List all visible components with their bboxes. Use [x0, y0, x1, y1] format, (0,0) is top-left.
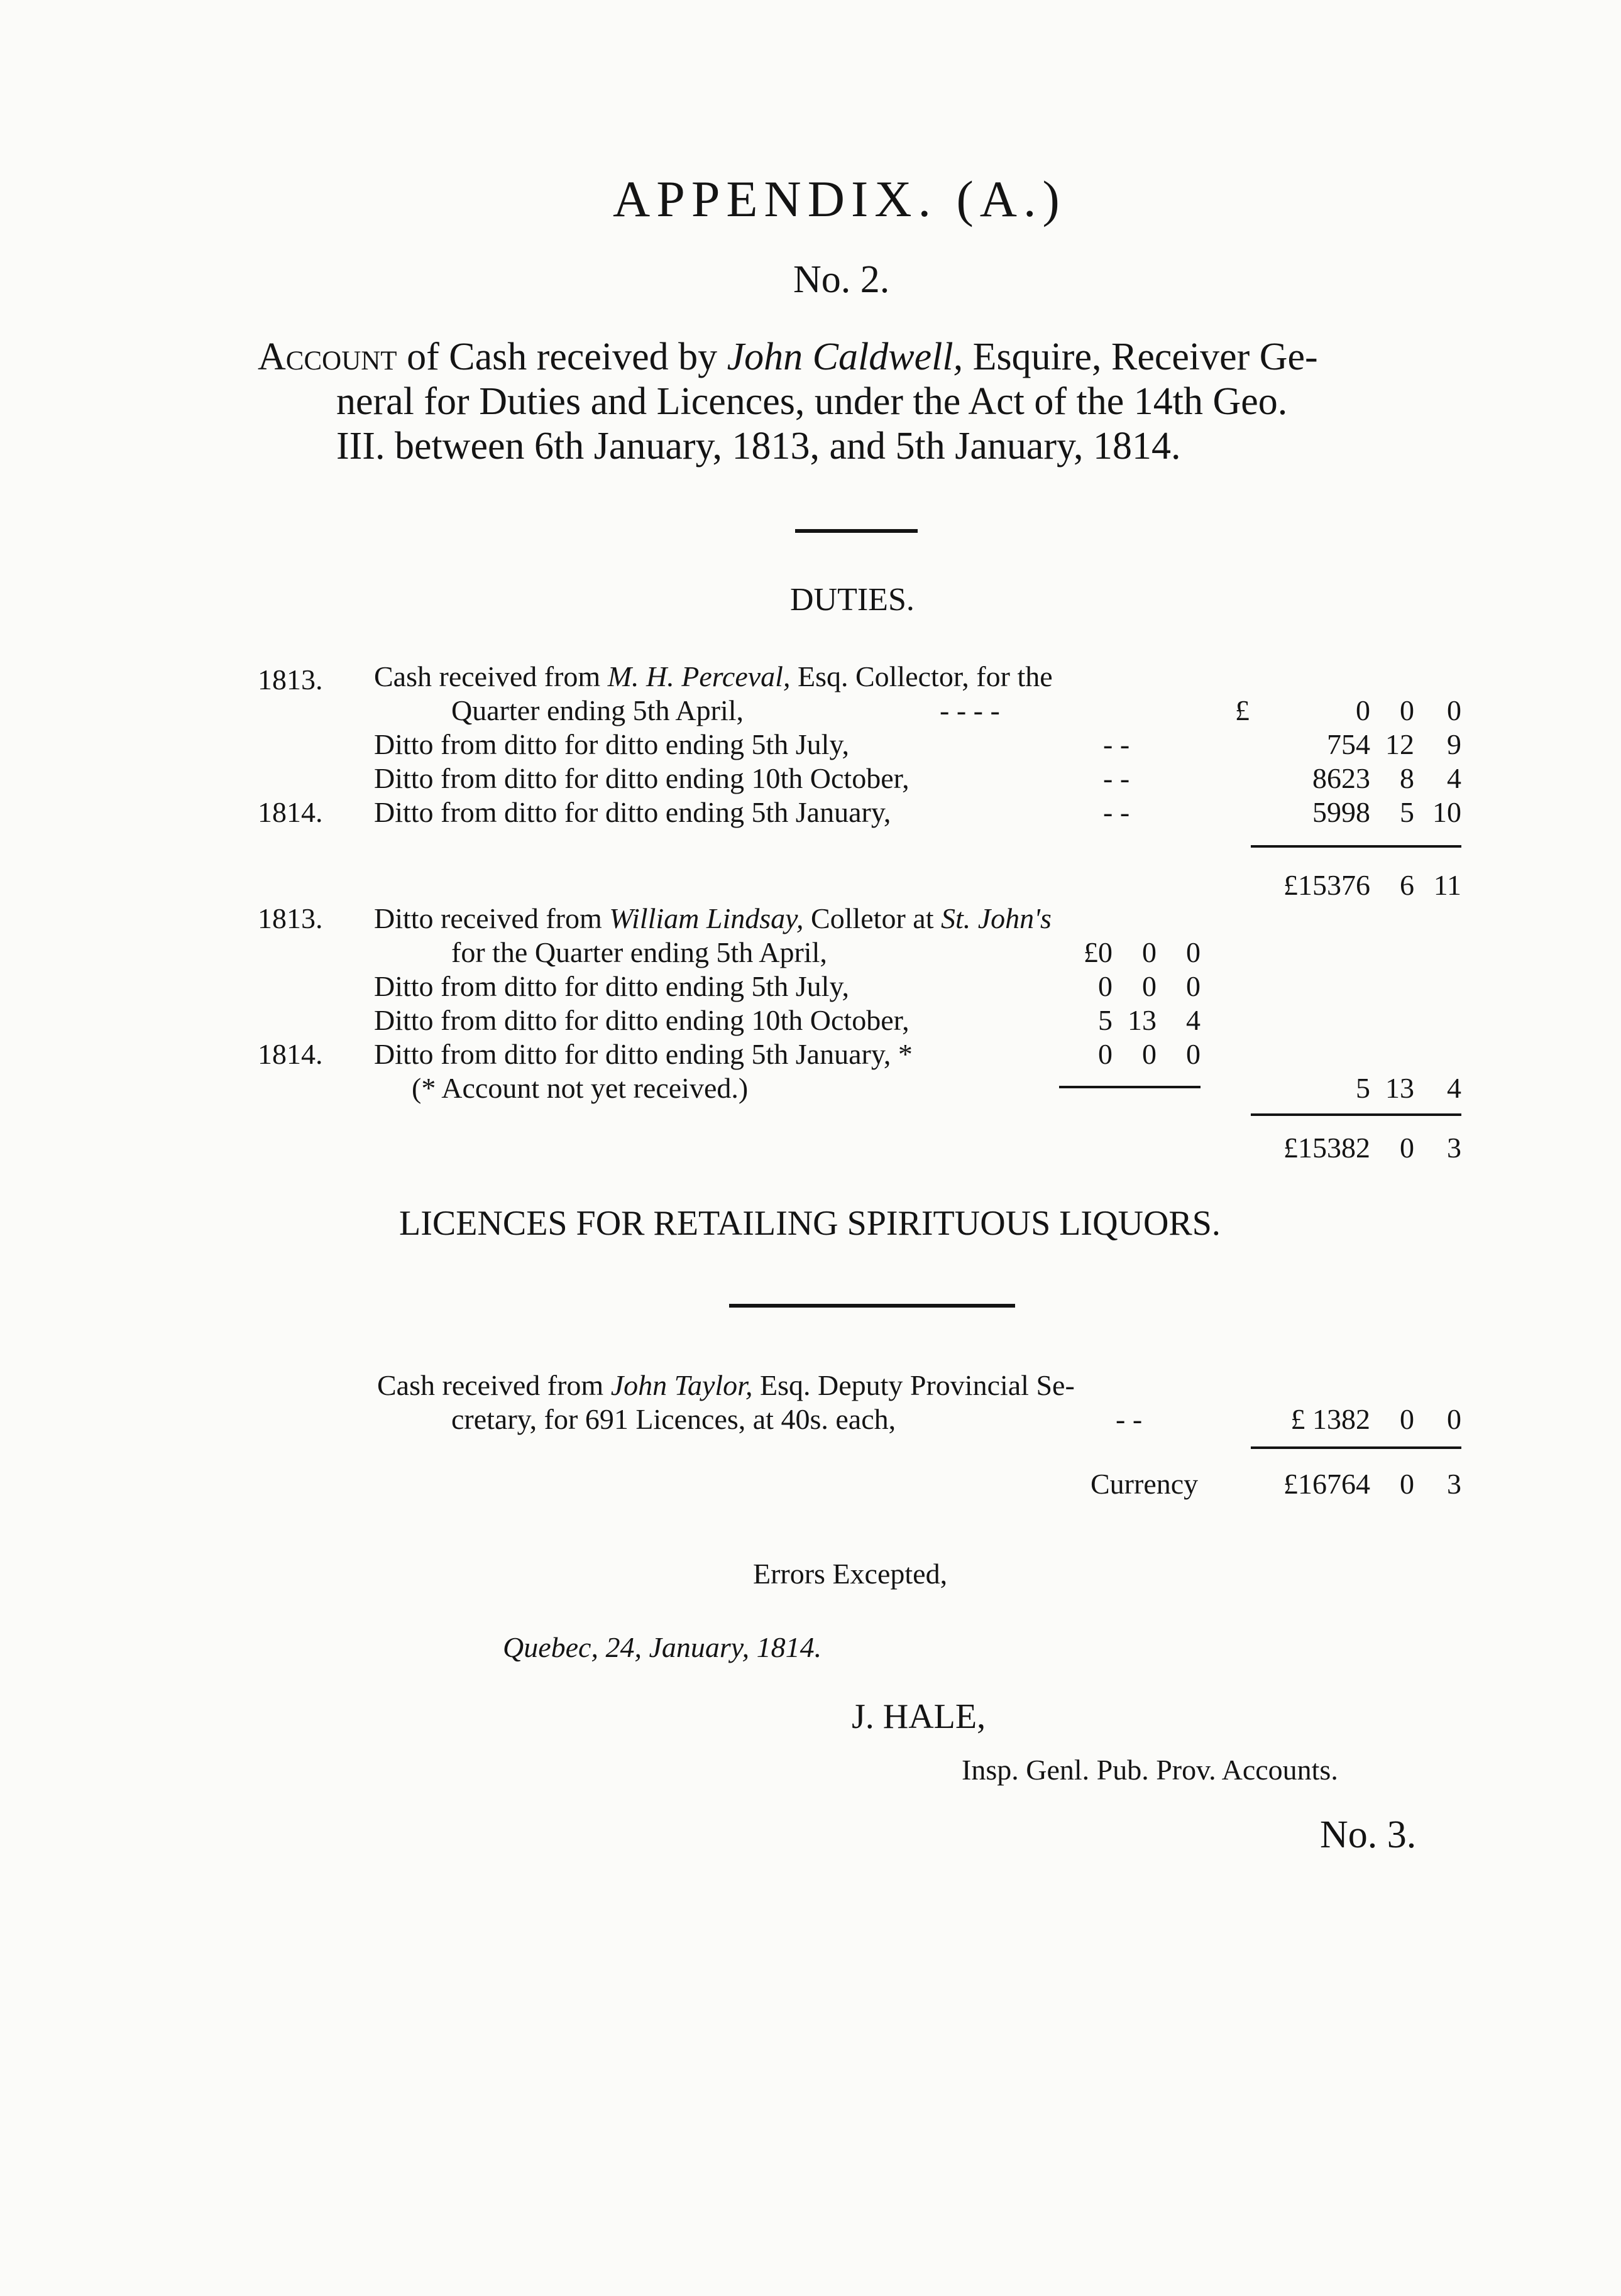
licences-line-1-b: Esq. Deputy Provincial Se- — [752, 1369, 1075, 1401]
amount-pence: 0 — [1447, 694, 1461, 726]
subtotal-pounds: £15376 — [1283, 869, 1370, 901]
amount-pounds: 0 — [1098, 1038, 1113, 1070]
amount-shillings: 0 — [1400, 694, 1414, 726]
lindsay-line-1-b: Colletor at — [803, 902, 941, 934]
amount-shillings: 0 — [1142, 936, 1157, 968]
amount-pounds: 5 — [1098, 1004, 1113, 1036]
account-note: (* Account not yet received.) — [412, 1072, 749, 1104]
intro-line-2: neral for Duties and Licences, under the Act of the 14th Geo. — [336, 380, 1288, 423]
leader-dots: - - — [1103, 728, 1130, 760]
subtotal-shillings: 6 — [1400, 869, 1414, 901]
signatory-title: Insp. Genl. Pub. Prov. Accounts. — [962, 1754, 1338, 1786]
amount-pounds: 0 — [1356, 694, 1370, 726]
intro-line-3: III. between 6th January, 1813, and 5th January, 1814. — [336, 425, 1181, 467]
errors-excepted: Errors Excepted, — [753, 1558, 948, 1590]
leader-dots: - - — [1103, 762, 1130, 794]
leader-dots: - - — [1116, 1403, 1143, 1435]
appendix-title: APPENDIX. (A.) — [613, 170, 1066, 227]
perceval-row-text: Ditto from ditto for ditto ending 10th October, — [374, 762, 909, 794]
subtotal-pence: 4 — [1447, 1072, 1461, 1104]
subtotal-shillings: 13 — [1385, 1072, 1414, 1104]
perceval-name: M. H. Perceval, — [607, 660, 791, 692]
lindsay-name: William Lindsay, — [609, 902, 804, 934]
perceval-line-1-b: Esq. Collector, for the — [790, 660, 1053, 692]
lindsay-line-1-a: Ditto received from — [374, 902, 610, 934]
amount-pence: 10 — [1432, 796, 1461, 828]
subtotal-pounds: 5 — [1356, 1072, 1370, 1104]
intro-line-1 — [258, 335, 1318, 380]
amount-shillings: 12 — [1385, 728, 1414, 760]
header-rule — [795, 529, 918, 533]
perceval-line-1 — [374, 660, 1053, 693]
perceval-line-1-a: Cash received from — [374, 660, 608, 692]
year-label: 1813. — [258, 902, 323, 934]
pound-sign: £ — [1235, 694, 1250, 726]
next-number: No. 3. — [1320, 1813, 1417, 1856]
duties-total-pounds: £15382 — [1283, 1132, 1370, 1164]
year-label: 1814. — [258, 1038, 323, 1070]
currency-label: Currency — [1091, 1468, 1199, 1500]
sum-rule — [1251, 1113, 1461, 1116]
intro-text-a: of Cash received by — [397, 336, 727, 378]
amount-pence: 0 — [1186, 970, 1201, 1002]
perceval-row-text: Ditto from ditto for ditto ending 5th January, — [374, 796, 891, 828]
amount-pounds: 8623 — [1312, 762, 1370, 794]
amount-pounds: £0 — [1084, 936, 1113, 968]
licences-pence: 0 — [1447, 1403, 1461, 1435]
amount-pence: 4 — [1186, 1004, 1201, 1036]
licences-line-2: cretary, for 691 Licences, at 40s. each, — [451, 1403, 896, 1435]
lindsay-row-text: for the Quarter ending 5th April, — [451, 936, 827, 968]
amount-pence: 4 — [1447, 762, 1461, 794]
licences-rule — [729, 1304, 1015, 1308]
signature: J. HALE, — [852, 1697, 986, 1736]
lindsay-place: St. John's — [940, 902, 1052, 934]
sum-rule — [1251, 1446, 1461, 1449]
amount-pence: 9 — [1447, 728, 1461, 760]
currency-pence: 3 — [1447, 1468, 1461, 1500]
currency-shillings: 0 — [1400, 1468, 1414, 1500]
leader-dots: - - — [1103, 796, 1130, 828]
lindsay-row-text: Ditto from ditto for ditto ending 5th July, — [374, 970, 849, 1002]
perceval-row-text: Ditto from ditto for ditto ending 5th July, — [374, 728, 849, 760]
duties-total-pence: 3 — [1447, 1132, 1461, 1164]
lindsay-line-1 — [374, 902, 1052, 935]
intro-text-b: Esquire, Receiver Ge- — [963, 336, 1318, 378]
subtotal-dash — [1059, 1086, 1201, 1088]
amount-shillings: 8 — [1400, 762, 1414, 794]
amount-pence: 0 — [1186, 936, 1201, 968]
account-word: Account — [258, 336, 397, 378]
amount-shillings: 0 — [1142, 1038, 1157, 1070]
lindsay-row-text: Ditto from ditto for ditto ending 10th October, — [374, 1004, 909, 1036]
receiver-name: John Caldwell, — [727, 336, 964, 378]
licences-shillings: 0 — [1400, 1403, 1414, 1435]
amount-shillings: 5 — [1400, 796, 1414, 828]
perceval-row-text: Quarter ending 5th April, — [451, 694, 744, 726]
subtotal-pence: 11 — [1433, 869, 1461, 901]
taylor-name: John Taylor, — [610, 1369, 753, 1401]
leader-dots: - - - - — [940, 694, 1000, 726]
section-number: No. 2. — [793, 258, 890, 301]
amount-shillings: 0 — [1142, 970, 1157, 1002]
amount-pounds: 5998 — [1312, 796, 1370, 828]
duties-total-shillings: 0 — [1400, 1132, 1414, 1164]
sum-rule — [1251, 845, 1461, 848]
licences-pounds: £ 1382 — [1290, 1403, 1370, 1435]
amount-pounds: 0 — [1098, 970, 1113, 1002]
licences-line-1 — [377, 1369, 1075, 1402]
amount-pence: 0 — [1186, 1038, 1201, 1070]
duties-heading: DUTIES. — [790, 582, 915, 618]
year-label: 1814. — [258, 796, 323, 828]
amount-pounds: 754 — [1327, 728, 1370, 760]
currency-pounds: £16764 — [1283, 1468, 1370, 1500]
lindsay-row-text: Ditto from ditto for ditto ending 5th January, * — [374, 1038, 913, 1070]
year-label: 1813. — [258, 664, 323, 696]
licences-line-1-a: Cash received from — [377, 1369, 611, 1401]
amount-shillings: 13 — [1128, 1004, 1157, 1036]
place-date: Quebec, 24, January, 1814. — [503, 1631, 822, 1663]
licences-heading: LICENCES FOR RETAILING SPIRITUOUS LIQUORS. — [399, 1204, 1221, 1243]
